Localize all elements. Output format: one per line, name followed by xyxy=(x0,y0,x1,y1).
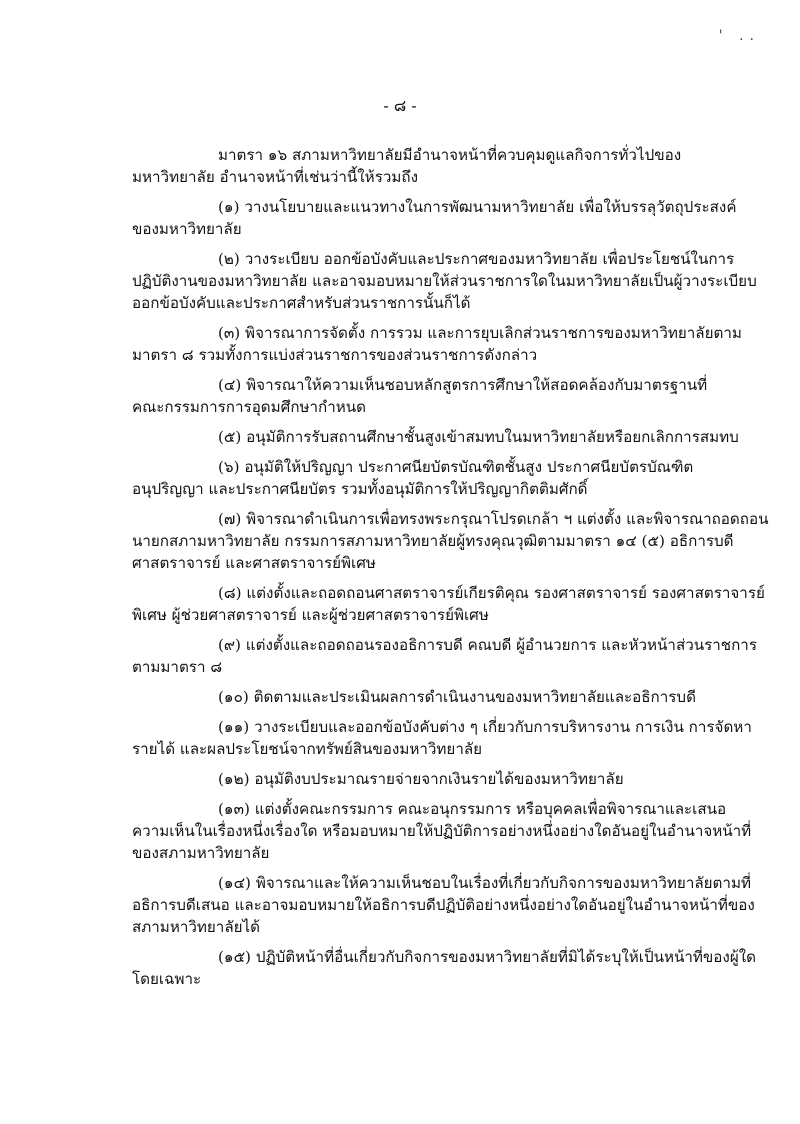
paragraph-first-line: มาตรา ๑๖ สภามหาวิทยาลัยมีอำนาจหน้าที่ควบคุมดูแลกิจการทั่วไปของ xyxy=(218,146,682,164)
paragraph-line: ออกข้อบังคับและประกาศสำหรับส่วนราชการนั้นก็ได้ xyxy=(132,294,471,312)
paragraph xyxy=(118,426,739,448)
paragraph-line: โดยเฉพาะ xyxy=(132,970,202,988)
page-number: - ๘ - xyxy=(383,96,417,115)
paragraph-first-line: (๑๔) พิจารณาและให้ความเห็นชอบในเรื่องที่เกี่ยวกับกิจการของมหาวิทยาลัยตามที่ xyxy=(218,874,751,892)
paragraph-first-line: (๙) แต่งตั้งและถอดถอนรองอธิการบดี คณบดี ผู้อำนวยการ และหัวหน้าส่วนราชการ xyxy=(218,636,757,654)
paragraph-line: มหาวิทยาลัย อำนาจหน้าที่เช่นว่านี้ให้รวมถึง xyxy=(132,168,418,186)
paragraph-line: สภามหาวิทยาลัยได้ xyxy=(132,918,261,936)
paragraph xyxy=(118,508,769,574)
paragraph xyxy=(118,322,742,366)
paragraph xyxy=(118,582,765,626)
paragraph-line: ของสภามหาวิทยาลัย xyxy=(132,844,270,862)
paragraph-first-line: (๖) อนุมัติให้ปริญญา ประกาศนียบัตรบัณฑิตชั้นสูง ประกาศนียบัตรบัณฑิต xyxy=(218,458,694,476)
document-body xyxy=(118,144,769,998)
paragraph-line: ศาสตราจารย์ และศาสตราจารย์พิเศษ xyxy=(132,554,376,572)
paragraph-first-line: (๑๓) แต่งตั้งคณะกรรมการ คณะอนุกรรมการ หรือบุคคลเพื่อพิจารณาและเสนอ xyxy=(218,800,727,818)
scan-marks: ' .. xyxy=(718,28,760,44)
paragraph xyxy=(118,686,708,708)
paragraph xyxy=(118,634,757,678)
paragraph xyxy=(118,374,708,418)
paragraph-first-line: (๑๕) ปฏิบัติหน้าที่อื่นเกี่ยวกับกิจการของมหาวิทยาลัยที่มิได้ระบุให้เป็นหน้าที่ของผู้ใด xyxy=(218,948,757,966)
paragraph xyxy=(118,456,708,500)
paragraph-line: พิเศษ ผู้ช่วยศาสตราจารย์ และผู้ช่วยศาสตราจารย์พิเศษ xyxy=(132,606,489,624)
paragraph-first-line: (๔) พิจารณาให้ความเห็นชอบหลักสูตรการศึกษาให้สอดคล้องกับมาตรฐานที่ xyxy=(218,376,708,394)
paragraph-line: ปฏิบัติงานของมหาวิทยาลัย และอาจมอบหมายให้ส่วนราชการใดในมหาวิทยาลัยเป็นผู้วางระเบียบ xyxy=(132,272,757,290)
paragraph-line: รายได้ และผลประโยชน์จากทรัพย์สินของมหาวิทยาลัย xyxy=(132,740,483,758)
paragraph-first-line: (๒) วางระเบียบ ออกข้อบังคับและประกาศของมหาวิทยาลัย เพื่อประโยชน์ในการ xyxy=(218,250,735,268)
paragraph-first-line: (๗) พิจารณาดำเนินการเพื่อทรงพระกรุณาโปรดเกล้า ฯ แต่งตั้ง และพิจารณาถอดถอน xyxy=(218,510,769,528)
paragraph-line: ของมหาวิทยาลัย xyxy=(132,220,242,238)
paragraph xyxy=(118,716,752,760)
paragraph-line: มาตรา ๘ รวมทั้งการแบ่งส่วนราชการของส่วนราชการดังกล่าว xyxy=(132,346,538,364)
paragraph xyxy=(118,144,708,188)
paragraph xyxy=(118,196,737,240)
paragraph-first-line: (๓) พิจารณาการจัดตั้ง การรวม และการยุบเลิกส่วนราชการของมหาวิทยาลัยตาม xyxy=(218,324,742,342)
paragraph-first-line: (๑๑) วางระเบียบและออกข้อบังคับต่าง ๆ เกี่ยวกับการบริหารงาน การเงิน การจัดหา xyxy=(218,718,752,736)
paragraph xyxy=(118,798,752,864)
paragraph-first-line: (๕) อนุมัติการรับสถานศึกษาชั้นสูงเข้าสมทบในมหาวิทยาลัยหรือยกเลิกการสมทบ xyxy=(218,428,739,446)
paragraph xyxy=(118,768,708,790)
paragraph xyxy=(118,946,757,990)
paragraph-first-line: (๘) แต่งตั้งและถอดถอนศาสตราจารย์เกียรติคุณ รองศาสตราจารย์ รองศาสตราจารย์ xyxy=(218,584,765,602)
paragraph-line: อธิการบดีเสนอ และอาจมอบหมายให้อธิการบดีปฏิบัติอย่างหนึ่งอย่างใดอันอยู่ในอำนาจหน้าที่ของ xyxy=(132,896,755,914)
paragraph xyxy=(118,248,757,314)
paragraph-first-line: (๑) วางนโยบายและแนวทางในการพัฒนามหาวิทยาลัย เพื่อให้บรรลุวัตถุประสงค์ xyxy=(218,198,737,216)
paragraph-line: ตามมาตรา ๘ xyxy=(132,658,223,676)
paragraph-first-line: (๑๐) ติดตามและประเมินผลการดำเนินงานของมหาวิทยาลัยและอธิการบดี xyxy=(218,688,696,706)
paragraph-line: นายกสภามหาวิทยาลัย กรรมการสภามหาวิทยาลัยผู้ทรงคุณวุฒิตามมาตรา ๑๔ (๕) อธิการบดี xyxy=(132,532,734,550)
paragraph-line: อนุปริญญา และประกาศนียบัตร รวมทั้งอนุมัติการให้ปริญญากิตติมศักดิ์ xyxy=(132,480,588,498)
paragraph-line: คณะกรรมการการอุดมศึกษากำหนด xyxy=(132,398,367,416)
paragraph-first-line: (๑๒) อนุมัติงบประมาณรายจ่ายจากเงินรายได้ของมหาวิทยาลัย xyxy=(218,770,624,788)
paragraph-line: ความเห็นในเรื่องหนึ่งเรื่องใด หรือมอบหมายให้ปฏิบัติการอย่างหนึ่งอย่างใดอันอยู่ในอำนาจหน้าที่ xyxy=(132,822,752,840)
paragraph xyxy=(118,872,755,938)
